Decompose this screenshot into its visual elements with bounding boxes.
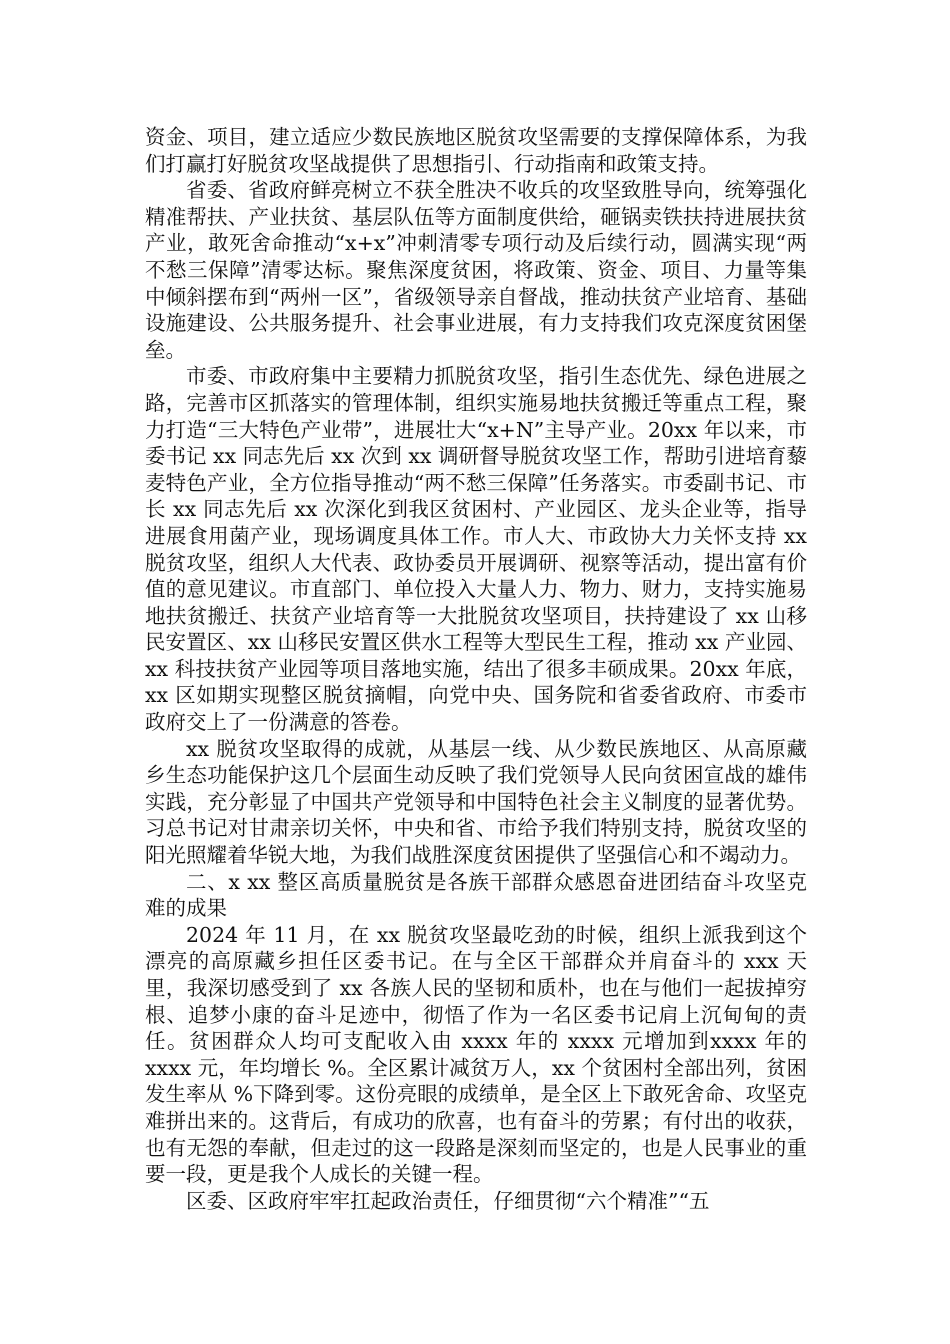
paragraph-2: 省委、省政府鲜亮树立不获全胜决不收兵的攻坚致胜导向，统筹强化精准帮扶、产业扶贫、基层队伍等方面制度供给，砸锅卖铁扶持进展扶贫产业，敢死舍命推动“x+x”冲刺清零专项行动及后续行动，圆满实现“两不愁三保障”清零达标。聚焦深度贫困，将政策、资金、项目、力量等集中倾斜摆布到“两州一区”，省级领导亲自督战，推动扶贫产业培育、基础设施建设、公共服务提升、社会事业进展，有力支持我们攻克深度贫困堡垒。 — [145, 178, 807, 362]
paragraph-1: 资金、项目，建立适应少数民族地区脱贫攻坚需要的支撑保障体系，为我们打赢打好脱贫攻坚战提供了思想指引、行动指南和政策支持。 — [145, 125, 807, 176]
paragraph-3: 市委、市政府集中主要精力抓脱贫攻坚，指引生态优先、绿色进展之路，完善市区抓落实的管理体制，组织实施易地扶贫搬迁等重点工程，聚力打造“三大特色产业带”，进展壮大“x+N”主导产业。20xx 年以来，市委书记 xx 同志先后 xx 次到 xx 调研督导脱贫攻坚工作，帮助引进培育藜麦特色产业，全方位指导推动“两不愁三保障”任务落实。市委副书记、市长 xx 同志先后 xx 次深化到我区贫困村、产业园区、龙头企业等，指导进展食用菌产业，现场调度具体工作。市人大、市政协大力关怀支持 xx 脱贫攻坚，组织人大代表、政协委员开展调研、视察等活动，提出富有价值的意见建议。市直部门、单位投入大量人力、物力、财力，支持实施易地扶贫搬迁、扶贫产业培育等一大批脱贫攻坚项目，扶持建设了 xx 山移民安置区、xx 山移民安置区供水工程等大型民生工程，推动 xx 产业园、xx 科技扶贫产业园等项目落地实施，结出了很多丰硕成果。20xx 年底，xx 区如期实现整区脱贫摘帽，向党中央、国务院和省委省政府、市委市政府交上了一份满意的答卷。 — [145, 364, 807, 735]
paragraph-4: xx 脱贫攻坚取得的成就，从基层一线、从少数民族地区、从高原藏乡生态功能保护这几个层面生动反映了我们党领导人民向贫困宣战的雄伟实践，充分彰显了中国共产党领导和中国特色社会主义制度的显著优势。习总书记对甘肃亲切关怀，中央和省、市给予我们特别支持，脱贫攻坚的阳光照耀着华锐大地，为我们战胜深度贫困提供了坚强信心和不竭动力。 — [145, 736, 807, 868]
document-body — [145, 124, 807, 1214]
paragraph-5: 2024 年 11 月，在 xx 脱贫攻坚最吃劲的时候，组织上派我到这个漂亮的高原藏乡担任区委书记。在与全区干部群众并肩奋斗的 xxx 天里，我深切感受到了 xx 各族人民的坚韧和质朴，也在与他们一起拔掉穷根、追梦小康的奋斗足迹中，彻悟了作为一名区委书记肩上沉甸甸的责任。贫困群众人均可支配收入由 xxxx 年的 xxxx 元增加到xxxx 年的 xxxx 元，年均增长 %。全区累计减贫万人，xx 个贫困村全部出列，贫困发生率从 %下降到零。这份亮眼的成绩单，是全区上下敢死舍命、攻坚克难拼出来的。这背后，有成功的欣喜，也有奋斗的劳累；有付出的收获，也有无怨的奉献，但走过的这一段路是深刻而坚定的，也是人民事业的重要一段，更是我个人成长的关键一程。 — [145, 922, 807, 1187]
paragraph-6: 区委、区政府牢牢扛起政治责任，仔细贯彻“六个精准”“五 — [186, 1188, 710, 1213]
section-heading-2: 二、x xx 整区高质量脱贫是各族干部群众感恩奋进团结奋斗攻坚克难的成果 — [145, 869, 807, 921]
